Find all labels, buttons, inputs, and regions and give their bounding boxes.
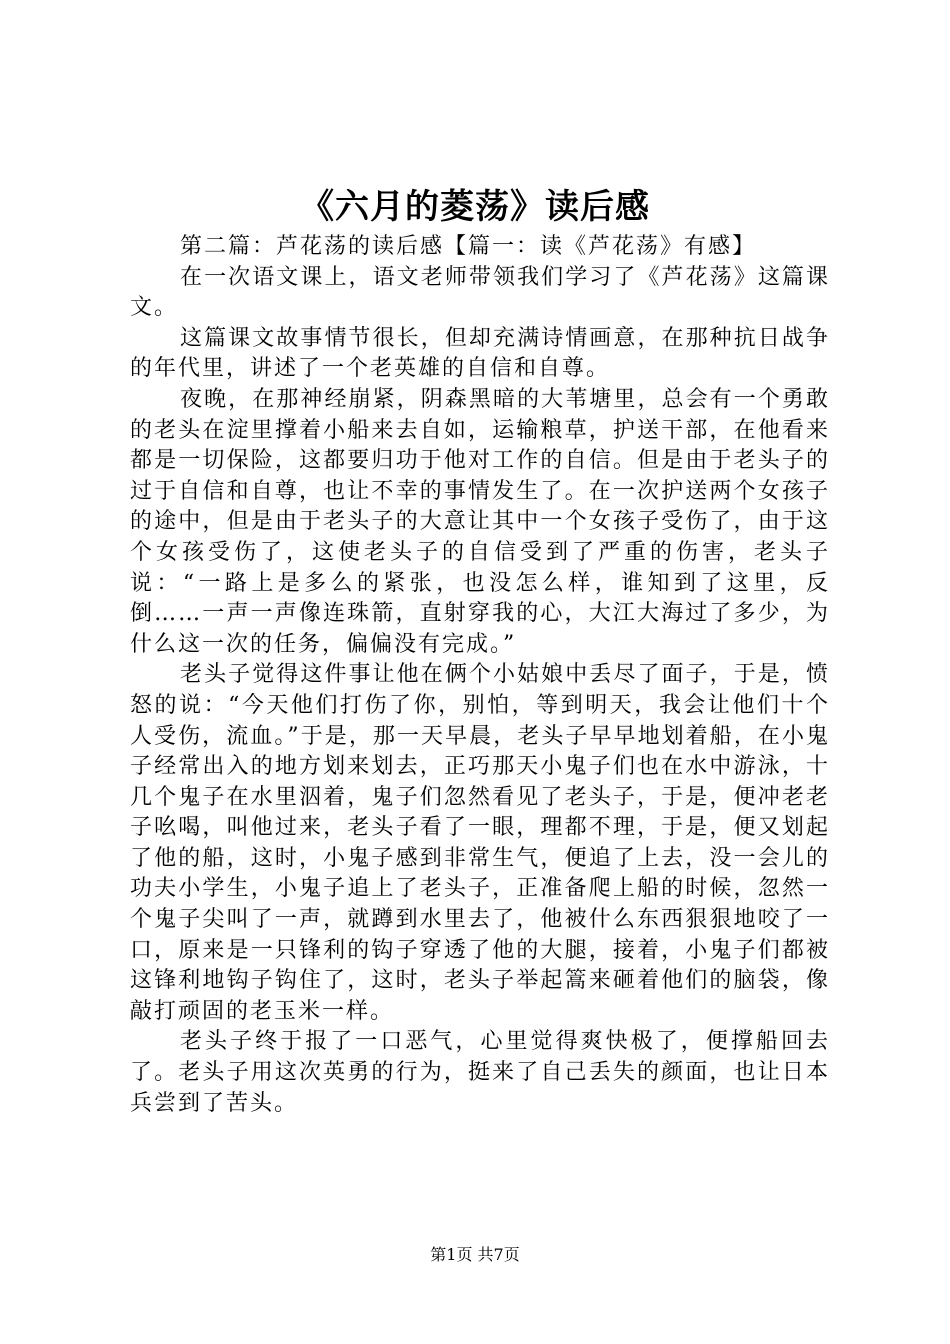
paragraph: 夜晚，在那神经崩紧，阴森黑暗的大苇塘里，总会有一个勇敢的老头在淀里撑着小船来去自如，运输粮草，护送干部，在他看来都是一切保险，这都要归功于他对工作的自信。但是由于老头子的过于自信和自尊，也让不幸的事情发生了。在一次护送两个女孩子的途中，但是由于老头子的大意让其中一个女孩子受伤了，由于这个女孩受伤了，这使老头子的自信受到了严重的伤害，老头子说：“一路上是多么的紧张，也没怎么样，谁知到了这里，反倒……一声一声像连珠箭，直射穿我的心，大江大海过了多少，为什么这一次的任务，偏偏没有完成。” bbox=[130, 386, 830, 657]
paragraph: 在一次语文课上，语文老师带领我们学习了《芦花荡》这篇课文。 bbox=[130, 264, 830, 321]
paragraph: 这篇课文故事情节很长，但却充满诗情画意，在那种抗日战争的年代里，讲述了一个老英雄的自信和自尊。 bbox=[130, 325, 830, 382]
document-body bbox=[130, 232, 830, 1119]
paragraph: 第二篇：芦花荡的读后感【篇一：读《芦花荡》有感】 bbox=[180, 234, 757, 259]
paragraph: 老头子终于报了一口恶气，心里觉得爽快极了，便撑船回去了。老头子用这次英勇的行为，挺来了自己丢失的颜面，也让日本兵尝到了苦头。 bbox=[130, 1029, 830, 1116]
paragraph: 老头子觉得这件事让他在俩个小姑娘中丢尽了面子，于是，愤怒的说：“今天他们打伤了你，别怕，等到明天，我会让他们十个人受伤，流血。”于是，那一天早晨，老头子早早地划着船，在小鬼子经常出入的地方划来划去，正巧那天小鬼子们也在水中游泳，十几个鬼子在水里泅着，鬼子们忽然看见了老头子，于是，便冲老老子吆喝，叫他过来，老头子看了一眼，理都不理，于是，便又划起了他的船，这时，小鬼子感到非常生气，便追了上去，没一会儿的功夫小学生，小鬼子追上了老头子，正准备爬上船的时候，忽然一个鬼子尖叫了一声，就蹲到水里去了，他被什么东西狠狠地咬了一口，原来是一只锋利的钩子穿透了他的大腿，接着，小鬼子们都被这锋利地钩子钩住了，这时，老头子举起篙来砸着他们的脑袋，像敲打顽固的老玉米一样。 bbox=[130, 662, 830, 1024]
page-number-footer: 第1页 共7页 bbox=[430, 1245, 520, 1264]
document-title: 《六月的菱荡》读后感 bbox=[300, 187, 650, 227]
